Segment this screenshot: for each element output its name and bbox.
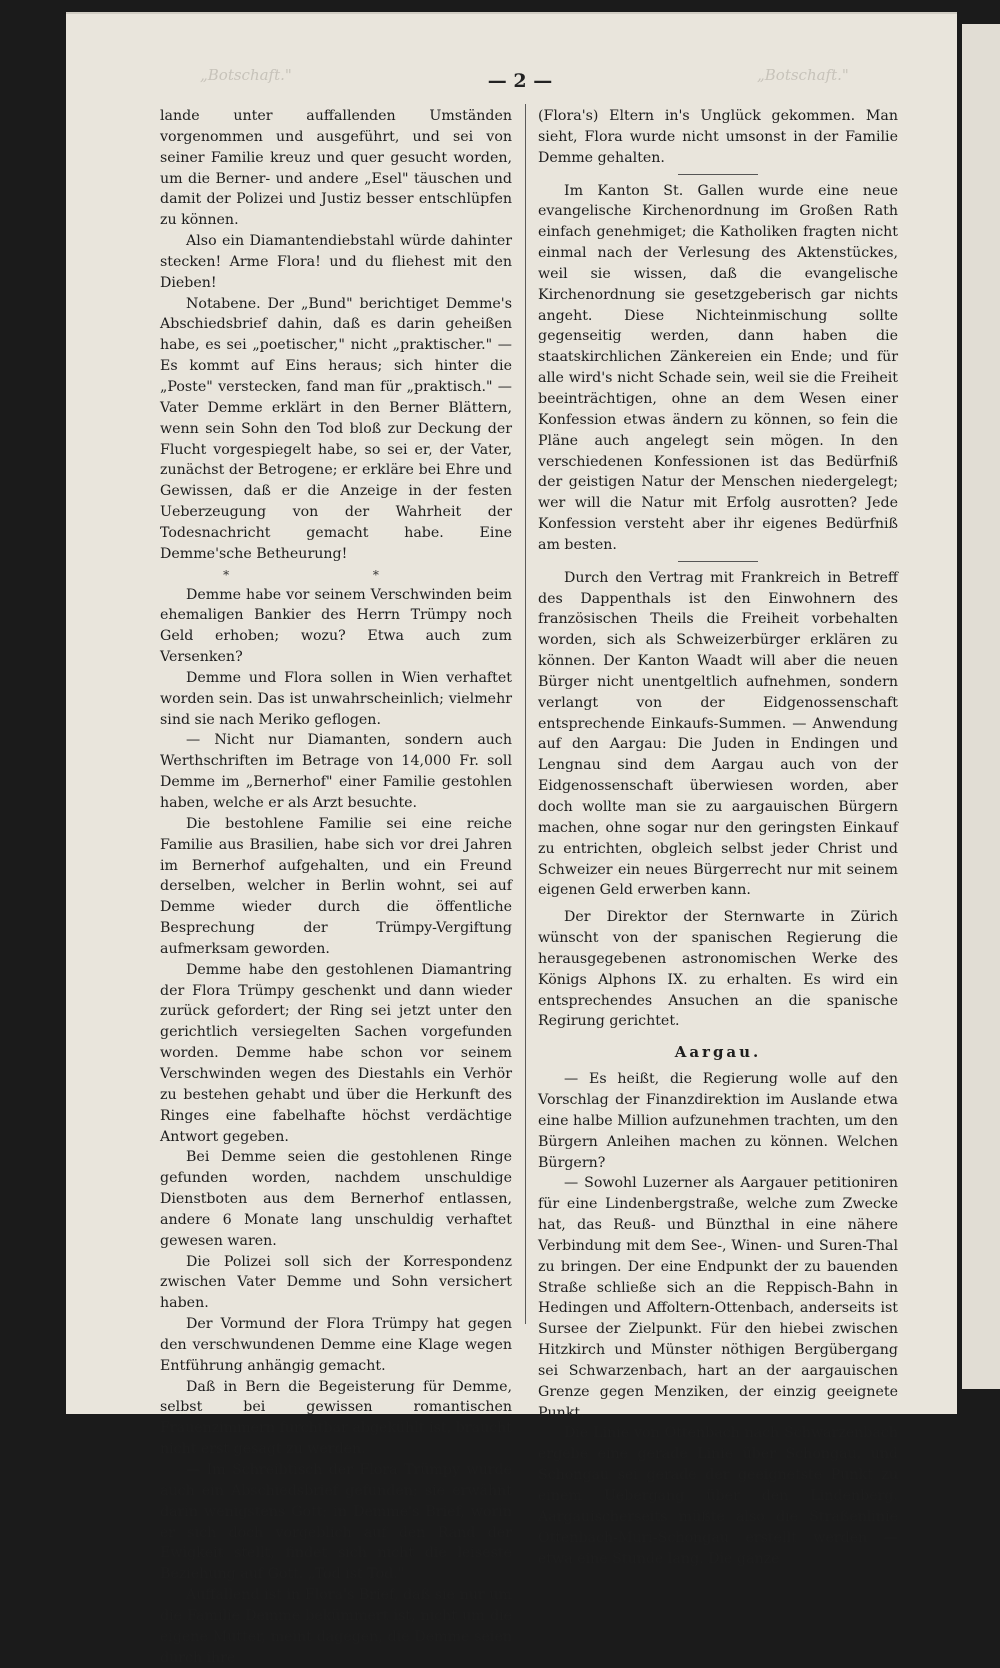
article-separator (678, 174, 758, 175)
paragraph: Durch den Vertrag mit Frankreich in Betreff des Dappenthals ist den Einwohnern des französischen Theils die Freiheit vorbehalten worden, sich als Schweizerbürger erklären zu können. Der Kanton Waadt will aber die neuen Bürger nicht unentgeltlich aufnehmen, sondern verlangt von der Eidgenossenschaft entsprechende Einkaufs-Summen. — Anwendung auf den Aargau: Die Juden in Endingen und Lengnau sind dem Aargau auch von der Eidgenossenschaft überwiesen worden, aber doch wollte man sie zu aargauischen Bürgern machen, ohne sogar nur den geringsten Einkauf zu entrichten, obgleich selbst jeder Christ und Schweizer ein neues Bürgerrecht nur mit seinem eigenen Geld erwerben kann. (538, 569, 898, 899)
paragraph: Die Polizei soll sich der Korrespondenz zwischen Vater Demme und Sohn versichert haben. (160, 1253, 512, 1312)
paragraph: (Flora's) Eltern in's Unglück gekommen. Man sieht, Flora wurde nicht umsonst in der Familie Demme gehalten. (538, 108, 898, 166)
paragraph: Der Direktor der Sternwarte in Zürich wünscht von der spanischen Regierung die herausgegebenen astronomischen Werke des Königs Alphons IX. zu erhalten. Es wird ein entsprechendes Ansuchen an die spanische Regirung gerichtet. (538, 909, 898, 1030)
paragraph: Der Vormund der Flora Trümpy hat gegen den verschwundenen Demme eine Klage wegen Entführung anhängig gemacht. (160, 1316, 512, 1374)
column-divider (525, 104, 526, 1324)
paragraph: Notabene. Der „Bund" berichtiget Demme's Abschiedsbrief dahin, daß es darin geheißen habe, es sei „poetischer," nicht „praktischer." — Es kommt auf Eins heraus; sich hinter die „Poste" verstecken, fand man für „praktisch." — Vater Demme erklärt in den Berner Blättern, wenn sein Sohn den Tod bloß zur Deckung der Flucht vorgespiegelt habe, so sei er, der Vater, zunächst der Betrogene; er erkläre bei Ehre und Gewissen, daß er die Anzeige in der festen Ueberzeugung von der Wahrheit der Todesnachricht gemacht habe. Eine Demme'sche Betheurung! (160, 295, 512, 562)
paragraph: Bei Demme seien die gestohlenen Ringe gefunden worden, nachdem unschuldige Dienstboten aus dem Bernerhof entlassen, andere 6 Monate lang unschuldig verhaftet gewesen waren. (160, 1149, 512, 1249)
bleed-through-text-right: „Botschaft." (757, 66, 849, 84)
paragraph: Also ein Diamantendiebstahl würde dahinter stecken! Arme Flora! und du fliehest mit den Dieben! (160, 233, 512, 291)
paragraph: — Im Schreibtisch der Flora Trümpy wurde auch ein Abschiedsbrief gefunden; sie erwähnt darin wenigstens Gott; in Demme's Brief, worin er sich doch vorgeblich auf den Rand der Ewigkeit stellt, findet sich nicht die leiseste Beziehung auf Gott. „Tod ist Tod." (160, 1462, 512, 1583)
bleed-through-text-left: „Botschaft." (200, 66, 292, 84)
article-separator (678, 561, 758, 562)
paragraph: Demme habe vor seinem Verschwinden beim ehemaligen Bankier des Herrn Trümpy noch Geld erhoben; wozu? Etwa auch zum Versenken? (160, 586, 512, 666)
paragraph: Demme und Flora sollen in Wien verhaftet worden sein. Das ist unwahrscheinlich; vielmehr sind sie nach Meriko geflogen. (160, 669, 512, 728)
section-heading: Aargau. (674, 1043, 762, 1062)
paragraph: Demme habe den gestohlenen Diamantring der Flora Trümpy geschenkt und dann wieder zurück gefordert; der Ring sei jetzt unter den gerichtlich versiegelten Sachen vorgefunden worden. Demme habe schon vor seinem Verschwinden wegen des Diestahls ein Verhör zu bestehen gehabt und über die Herkunft des Ringes eine fabelhafte höchst verdächtige Antwort gegeben. (160, 961, 512, 1145)
section-separator-stars: * * (223, 567, 449, 582)
paragraph: — Sowohl Luzerner als Aargauer petitioniren für eine Lindenbergstraße, welche zum Zwecke hat, das Reuß- und Bünzthal in eine nähere Verbindung mit dem See-, Winen- und Suren-Thal zu bringen. Der eine Endpunkt der zu bauenden Straße schließe sich an die Reppisch-Bahn in Hedingen und Affoltern-Ottenbach, anderseits ist Sursee der Zielpunkt. Für den hiebei zwischen Hitzkirch und Münster nöthigen Bergübergang sei Schwarzenbach, hart an der aargauischen Grenze gegen Menziken, der einzig geeignete Punkt. (538, 1175, 898, 1421)
paragraph: Daß in Bern die Begeisterung für Demme, selbst bei gewissen romantischen Frauenzimmern furchtbar abgekühlt ist, braucht nicht erst gesagt zu werden. (160, 1378, 512, 1458)
page-number: — 2 — (487, 70, 553, 92)
paragraph: Auffallend ist in Flora's Brief, daß sie nur um die Familie Demme bekümmert ist, nicht um die eigene Mutter, meint dagegen, die Demme seien durch ihre (160, 1587, 512, 1666)
paragraph: — Nicht nur Diamanten, sondern auch Werthschriften im Betrage von 14,000 Fr. soll Demme im „Bernerhof" einer Familie gestohlen haben, welche er als Arzt besuchte. (160, 732, 512, 811)
adjacent-page-edge (962, 24, 1000, 1389)
paragraph: Im Kanton St. Gallen wurde eine neue evangelische Kirchenordnung im Großen Rath einfach genehmiget; die Katholiken fragten nicht einmal nach der Verlesung des Aktenstückes, weil sie wissen, daß die evangelische Kirchenordnung sie gesetzgeberisch gar nichts angeht. Diese Nichteinmischung sollte gegenseitig werden, dann haben die staatskirchlichen Zänkereien ein Ende; und für alle wird's nicht Schade sein, weil sie die Freiheit beeinträchtigen, ohne an dem Wesen einer Konfession etwas ändern zu können, so fein die Pläne auch angelegt sein mögen. In den verschiedenen Konfessionen ist das Bedürfniß der geistigen Natur der Menschen niedergelegt; wer will die Natur mit Erfolg ausrotten? Jede Konfession versteht aber ihr eigenes Bedürfniß am besten. (538, 182, 898, 553)
paragraph: — Es heißt, die Regierung wolle auf den Vorschlag der Finanzdirektion im Auslande etwa eine halbe Million aufzunehmen trachten, um den Bürgern Anleihen machen zu können. Welchen Bürgern? (538, 1071, 898, 1171)
paragraph: Die bestohlene Familie sei eine reiche Familie aus Brasilien, habe sich vor drei Jahren im Bernerhof aufgehalten, und ein Freund derselben, welcher in Berlin wohnt, sei auf Demme wieder durch die öffentliche Besprechung der Trümpy-Vergiftung aufmerksam geworden. (160, 815, 512, 957)
right-column (538, 106, 898, 1569)
paragraph: lande unter auffallenden Umständen vorgenommen und ausgeführt, und sei von seiner Familie kreuz und quer gesucht worden, um die Berner- und andere „Esel" täuschen und damit der Polizei und Justiz besser entschlüpfen zu können. (160, 108, 512, 229)
page-top-edge (66, 12, 957, 14)
paragraph: Die Linie von Ottenbach nach Schwarzenbach ergebe eine gerade Linie über Schongau, und Schongau sei gerade der geeignetste Punkt zu einem Uebergang über den Lindenberg. Aargauischerseits müßte also die Straßenlinie Ottenbach-Muri-Schongau erstellt werden — etwa eine Stunde lang. Die ganze (538, 1425, 898, 1567)
left-column (160, 106, 512, 1668)
